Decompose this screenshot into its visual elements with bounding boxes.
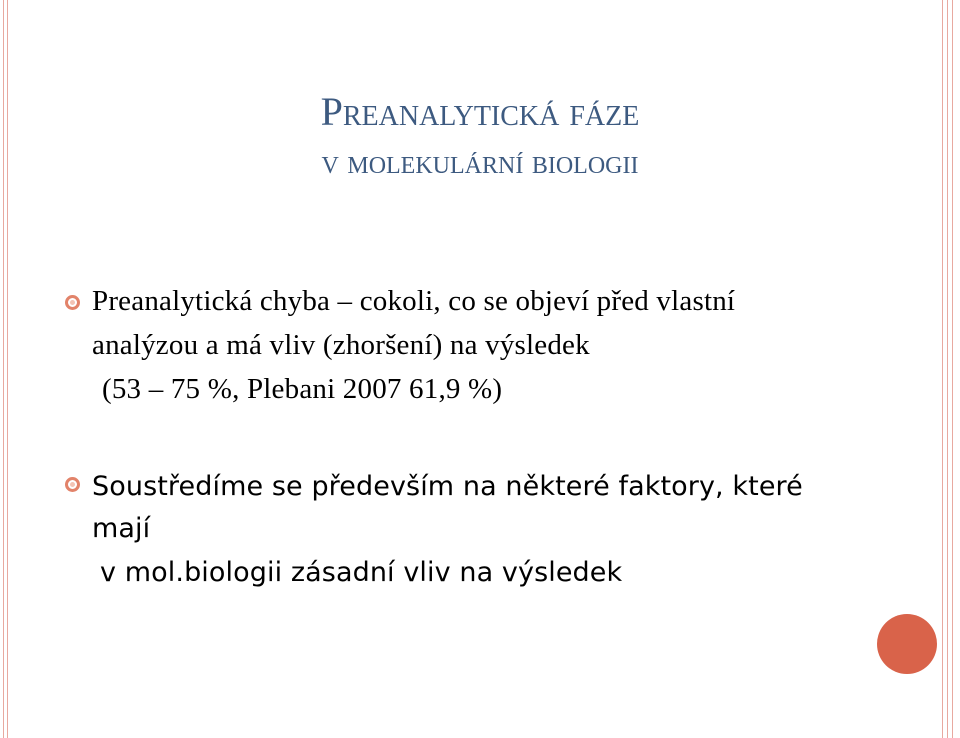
slide-subtitle: v molekulární biologii — [321, 144, 639, 181]
bullet-text-line: mají — [92, 513, 151, 544]
bullet-text-line: v mol.biologii zásadní vliv na výsledek — [100, 557, 623, 588]
decorative-circle — [877, 614, 937, 674]
circle-bullet-icon — [65, 477, 80, 492]
slide-title: Preanalytická fáze — [320, 89, 640, 134]
bullet-text-line: analýzou a má vliv (zhoršení) na výsledek — [92, 329, 590, 361]
bullet-text-line: (53 – 75 %, Plebani 2007 61,9 %) — [102, 373, 503, 405]
circle-bullet-icon — [65, 295, 80, 310]
bullet-text-line: Preanalytická chyba – cokoli, co se objeví před vlastní — [92, 285, 736, 317]
bullet-text-line: Soustředíme se především na některé faktory, které — [92, 471, 803, 502]
